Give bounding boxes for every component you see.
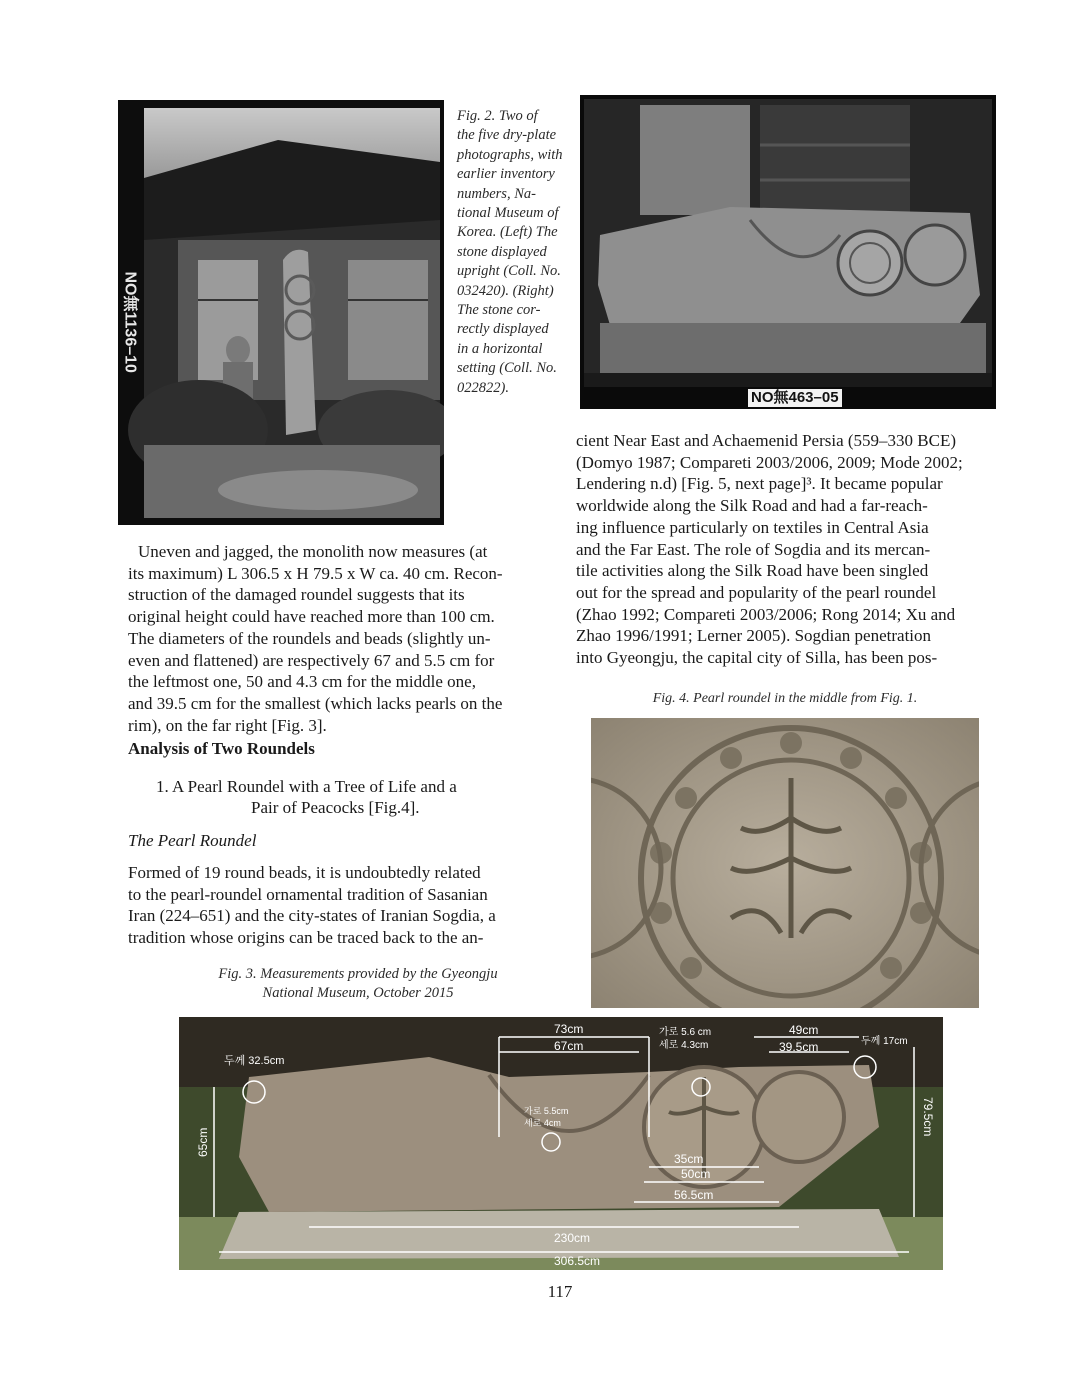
fig4-caption: Fig. 4. Pearl roundel in the middle from Fig. 1. — [652, 691, 918, 706]
meas-bead-h: 세로 4.3cm — [659, 1040, 709, 1051]
fig2-right-image — [580, 95, 996, 409]
meas-50: 50cm — [681, 1167, 711, 1181]
meas-49: 49cm — [789, 1023, 819, 1037]
text-line: Formed of 19 round beads, it is undoubtedly related — [128, 863, 481, 882]
text-line: tile activities along the Silk Road have been singled — [576, 561, 929, 581]
text-line: Uneven and jagged, the monolith now measures (at — [138, 542, 488, 561]
caption-line: Fig. 2. Two of — [457, 108, 538, 124]
meas-306-5: 306.5cm — [554, 1254, 601, 1268]
text-line: tradition whose origins can be traced back to the an- — [128, 928, 484, 948]
fig2-left-plate-number: NO無1136–10 — [121, 271, 139, 373]
fig2-caption — [457, 107, 582, 398]
fig2-right-plate-number: NO無463–05 — [748, 389, 842, 407]
caption-line: rectly displayed — [457, 321, 549, 338]
fig2-right-photo — [580, 95, 996, 409]
meas-67: 67cm — [554, 1039, 584, 1053]
text-line: even and flattened) are respectively 67 and 5.5 cm for — [128, 650, 495, 670]
meas-thick-right: 두께 17cm — [861, 1036, 908, 1047]
text-line: rim), on the far right [Fig. 3]. — [128, 715, 327, 735]
section-heading: Analysis of Two Roundels — [128, 739, 315, 758]
fig2-left-photo — [118, 100, 444, 525]
sub-heading: The Pearl Roundel — [128, 831, 257, 850]
text-line: The diameters of the roundels and beads (slightly un- — [128, 628, 491, 648]
caption-line: earlier inventory — [457, 166, 555, 183]
meas-39-5: 39.5cm — [779, 1040, 819, 1054]
fig4-image — [591, 718, 979, 1008]
meas-73: 73cm — [554, 1022, 584, 1036]
meas-79-5: 79.5cm — [921, 1097, 935, 1137]
caption-line: 032420). (Right) — [457, 282, 554, 299]
caption-line: 022822). — [457, 379, 509, 396]
text-line: to the pearl-roundel ornamental tradition of Sasanian — [128, 884, 488, 904]
text-line: ing influence particularly on textiles in Central Asia — [576, 517, 929, 537]
meas-35: 35cm — [674, 1152, 704, 1166]
fig3-caption — [128, 965, 588, 1004]
fig3-photo — [179, 1017, 943, 1270]
text-line: (Zhao 1992; Compareti 2003/2006; Rong 2014; Xu and — [576, 604, 956, 624]
fig4-photo — [591, 718, 979, 1008]
caption-line: in a horizontal — [457, 340, 543, 357]
caption-line: upright (Coll. No. — [457, 263, 561, 280]
text-line: its maximum) L 306.5 x H 79.5 x W ca. 40 cm. Recon- — [128, 563, 503, 583]
meas-65: 65cm — [196, 1127, 210, 1157]
text-line: Zhao 1996/1991; Lerner 2005). Sogdian penetration — [576, 626, 932, 646]
text-line: the leftmost one, 50 and 4.3 cm for the middle one, — [128, 672, 476, 692]
caption-line: National Museum, October 2015 — [262, 985, 454, 1002]
left-column-para2 — [128, 862, 546, 949]
meas-bead-left-h: 세로 4cm — [524, 1118, 561, 1128]
text-line: Iran (224–651) and the city-states of Iranian Sogdia, a — [128, 906, 496, 926]
caption-line: The stone cor- — [457, 302, 541, 319]
text-line: struction of the damaged roundel suggests that its — [128, 585, 465, 605]
text-line: cient Near East and Achaemenid Persia (559–330 BCE) — [576, 431, 957, 450]
text-line: worldwide along the Silk Road and had a far-reach- — [576, 496, 928, 516]
text-line: and the Far East. The role of Sogdia and its mercan- — [576, 539, 931, 559]
left-column-para1 — [128, 541, 546, 736]
caption-line: numbers, Na- — [457, 185, 536, 202]
caption-line: setting (Coll. No. — [457, 360, 557, 377]
caption-line: photographs, with — [457, 146, 563, 163]
meas-230: 230cm — [554, 1231, 591, 1245]
page-number: 117 — [547, 1282, 573, 1301]
caption-line: the five dry-plate — [457, 127, 557, 144]
text-line: into Gyeongju, the capital city of Silla, has been pos- — [576, 648, 938, 668]
text-line: original height could have reached more than 100 cm. — [128, 607, 495, 627]
caption-line: Fig. 3. Measurements provided by the Gyeongju — [218, 966, 498, 982]
meas-bead-left-w: 가로 5.5cm — [524, 1106, 569, 1116]
text-line: out for the spread and popularity of the pearl roundel — [576, 582, 937, 602]
text-line: Lendering n.d) [Fig. 5, next page]³. It became popular — [576, 474, 943, 494]
caption-line: tional Museum of — [457, 205, 559, 222]
fig3-image — [179, 1017, 943, 1270]
fig2-left-image — [118, 100, 444, 525]
caption-line: stone displayed — [457, 243, 547, 260]
text-line: and 39.5 cm for the smallest (which lacks pearls on the — [128, 693, 503, 713]
meas-56-5: 56.5cm — [674, 1188, 714, 1202]
text-line: (Domyo 1987; Compareti 2003/2006, 2009; Mode 2002; — [576, 452, 963, 472]
text-line: 1. A Pearl Roundel with a Tree of Life and a — [156, 777, 457, 796]
text-line: Pair of Peacocks [Fig.4]. — [251, 798, 420, 817]
meas-bead-w: 가로 5.6 cm — [659, 1027, 712, 1038]
right-column-para — [576, 430, 996, 669]
subsection-heading — [128, 776, 546, 818]
meas-thick-left: 두께 32.5cm — [224, 1055, 285, 1067]
caption-line: Korea. (Left) The — [457, 224, 558, 241]
